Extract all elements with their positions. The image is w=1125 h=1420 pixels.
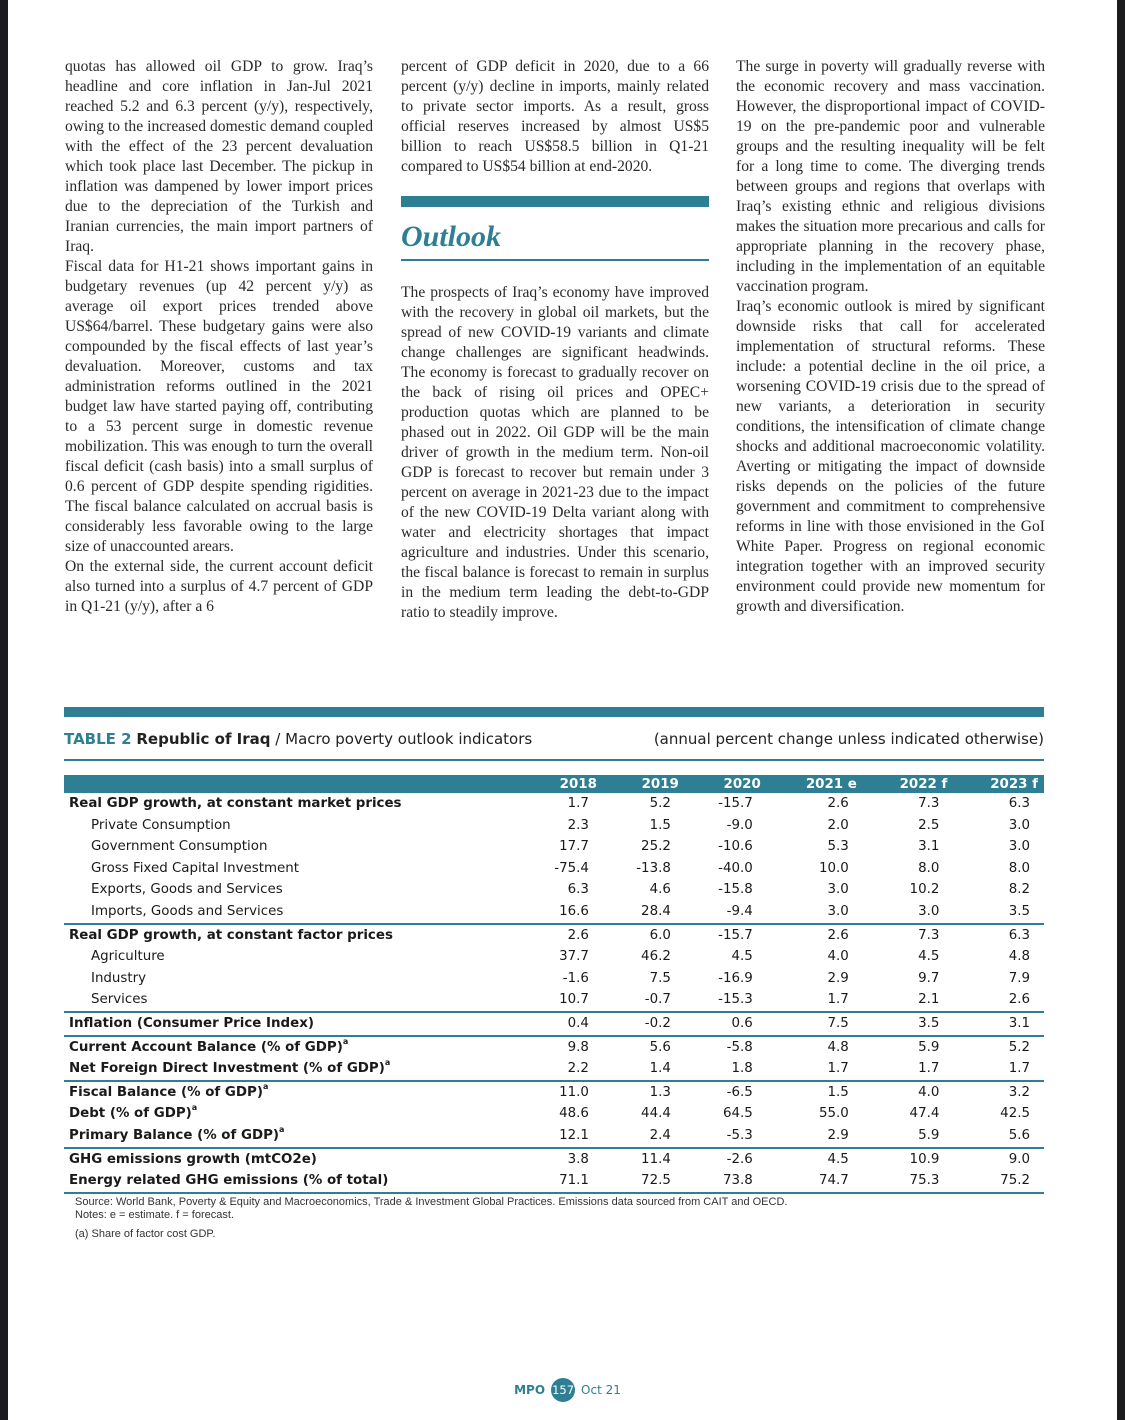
row-label	[64, 1125, 521, 1148]
cell-value: 48.6	[559, 1106, 589, 1122]
cell-value: 5.9	[918, 1039, 940, 1055]
row-label	[64, 1036, 521, 1059]
cell-value: -15.8	[718, 882, 753, 898]
cell-value: 55.0	[819, 1106, 849, 1122]
table-row	[64, 968, 1044, 990]
cell-value: 4.0	[918, 1084, 940, 1100]
cell-value: 2.6	[567, 927, 589, 943]
cell-value: 6.3	[567, 882, 589, 898]
footer-date: Oct 21	[581, 1383, 621, 1397]
table-source: Source: World Bank, Poverty & Equity and Macroeconomics, Trade & Investment Global Practices. Emissions data sourced from CAIT and OECD.	[75, 1196, 788, 1208]
cell-value: 6.3	[1008, 796, 1030, 811]
cell-value: 3.8	[567, 1151, 589, 1167]
table-title	[64, 730, 532, 748]
cell-value: -2.6	[726, 1151, 753, 1167]
cell-value: 1.8	[685, 1058, 767, 1081]
table-row	[64, 1058, 1044, 1081]
cell-value: 71.1	[521, 1170, 603, 1193]
cell-value: 3.0	[863, 901, 954, 924]
cell-value: 3.0	[767, 901, 863, 924]
cell-value: 0.6	[685, 1012, 767, 1036]
cell-value: -75.4	[554, 860, 589, 876]
paragraph-poverty: The surge in poverty will gradually reverse with the economic recovery and mass vaccination. However, the disproportional impact of COVID-19 on the pre-pandemic poor and vulnerable groups and the resulting inequality will be felt for a long time to come. The diverging trends between groups and regions that overlaps with Iraq’s existing ethnic and religious divisions makes the situation more precarious and calls for appropriate planning in the recovery phase, including in the implementation of an equitable vaccination program.	[736, 58, 1045, 295]
cell-value: -1.6	[562, 970, 589, 986]
cell-value: 6.0	[649, 927, 671, 943]
cell-value: 9.8	[567, 1039, 589, 1055]
cell-value: 5.6	[953, 1125, 1044, 1148]
row-label	[64, 901, 521, 924]
row-label-text: Private Consumption	[91, 817, 231, 833]
cell-value: -16.9	[718, 970, 753, 986]
row-label-text: Real GDP growth, at constant factor prices	[69, 927, 393, 943]
row-label-text: GHG emissions growth (mtCO2e)	[69, 1151, 317, 1167]
cell-value: 10.7	[521, 989, 603, 1012]
row-label	[64, 1081, 521, 1104]
row-label	[64, 836, 521, 858]
macro-indicators-table	[64, 775, 1044, 1194]
paragraph-reserves: percent of GDP deficit in 2020, due to a 66 percent (y/y) decline in imports, mainly related to private sector imports. As a result, gross official reserves increased by almost US$5 billion to reach US$58.5 billion in Q1-21 compared to US$54 billion at end-2020.	[401, 58, 709, 175]
table-notes-text: Notes: e = estimate. f = forecast.	[75, 1209, 234, 1221]
cell-value: 75.3	[863, 1170, 954, 1193]
cell-value: 6.3	[1008, 927, 1030, 943]
table-row	[64, 815, 1044, 837]
cell-value: 4.8	[827, 1039, 849, 1055]
cell-value: 9.0	[1008, 1151, 1030, 1167]
cell-value: 9.7	[918, 970, 940, 986]
cell-value: 3.0	[827, 882, 849, 898]
table-row	[64, 1170, 1044, 1193]
table-row	[64, 1012, 1044, 1036]
footnote-marker: a	[279, 1124, 285, 1134]
cell-value: 75.2	[953, 1170, 1044, 1193]
cell-value: 11.0	[559, 1084, 589, 1100]
cell-value: -40.0	[718, 860, 753, 876]
row-label	[64, 989, 521, 1012]
cell-value: 2.4	[603, 1125, 685, 1148]
cell-value: 3.5	[863, 1012, 954, 1036]
row-label	[64, 924, 521, 947]
cell-value: 7.9	[1008, 970, 1030, 986]
cell-value: 5.2	[1008, 1039, 1030, 1055]
cell-value: 7.5	[767, 1012, 863, 1036]
cell-value: 5.2	[649, 796, 671, 811]
cell-value: 4.5	[827, 1151, 849, 1167]
header-year: 2018	[521, 775, 603, 793]
table-header-row	[64, 775, 1044, 793]
cell-value: 47.4	[909, 1106, 940, 1122]
cell-value: -15.7	[718, 796, 753, 811]
cell-value: 7.3	[918, 927, 940, 943]
header-year: 2021 e	[767, 775, 863, 793]
row-label	[64, 1103, 521, 1125]
cell-value: 3.1	[953, 1012, 1044, 1036]
cell-value: 1.7	[863, 1058, 954, 1081]
cell-value: 12.1	[521, 1125, 603, 1148]
table-row	[64, 1103, 1044, 1125]
row-label-text: Industry	[91, 970, 147, 986]
cell-value: 2.2	[521, 1058, 603, 1081]
table-footnote-a: (a) Share of factor cost GDP.	[75, 1228, 216, 1240]
row-label-text: Gross Fixed Capital Investment	[91, 860, 299, 876]
cell-value: 10.0	[819, 860, 849, 876]
cell-value: 3.2	[1008, 1084, 1030, 1100]
paragraph-risks: Iraq’s economic outlook is mired by significant downside risks that call for accelerated implementation of structural reforms. These include: a potential decline in the oil price, a worsening COVID-19 crisis due to the spread of new variants, a deterioration in security conditions, the intensification of climate change shocks and additional macroeconomic volatility. Averting or mitigating the impact of downside risks depends on the policies of the future government and commitment to comprehensive reforms in line with those envisioned in the GoI White Paper. Progress on regional economic integration together with an improved security environment could provide new momentum for growth and diversification.	[736, 298, 1045, 615]
row-label-text: Fiscal Balance (% of GDP)	[69, 1084, 263, 1100]
table-row	[64, 1036, 1044, 1059]
table-notes	[75, 1196, 975, 1241]
cell-value: 2.3	[567, 817, 589, 833]
section-heading-outlook: Outlook	[401, 220, 502, 253]
table-row	[64, 924, 1044, 947]
cell-value: 2.6	[827, 927, 849, 943]
row-label-text: Energy related GHG emissions (% of total)	[69, 1173, 389, 1189]
cell-value: 8.0	[918, 860, 940, 876]
table-row	[64, 879, 1044, 901]
header-year: 2019	[603, 775, 685, 793]
header-year: 2023 f	[953, 775, 1044, 793]
table-row	[64, 836, 1044, 858]
cell-value: -5.8	[726, 1039, 753, 1055]
header-year: 2022 f	[863, 775, 954, 793]
cell-value: 17.7	[559, 839, 589, 855]
table-country: Republic of Iraq	[136, 730, 271, 748]
cell-value: 2.9	[827, 970, 849, 986]
cell-value: 72.5	[603, 1170, 685, 1193]
cell-value: 2.6	[953, 989, 1044, 1012]
cell-value: 42.5	[1000, 1106, 1030, 1122]
header-year: 2020	[685, 775, 767, 793]
page-number-badge: 157	[551, 1378, 575, 1402]
row-label-text: Real GDP growth, at constant market prices	[69, 796, 402, 811]
row-label	[64, 879, 521, 901]
cell-value: 8.2	[1008, 882, 1030, 898]
cell-value: 16.6	[521, 901, 603, 924]
cell-value: 4.0	[827, 949, 849, 965]
cell-value: 4.5	[731, 949, 753, 965]
row-label-text: Government Consumption	[91, 839, 268, 855]
row-label	[64, 793, 521, 815]
footnote-marker: a	[262, 1081, 269, 1091]
cell-value: 10.9	[909, 1151, 940, 1167]
table-unit-note: (annual percent change unless indicated otherwise)	[653, 730, 1044, 748]
cell-value: 1.7	[953, 1058, 1044, 1081]
cell-value: 1.7	[767, 1058, 863, 1081]
section-heading-rule	[401, 259, 709, 261]
cell-value: 1.3	[649, 1084, 671, 1100]
row-label-text: Net Foreign Direct Investment (% of GDP)	[69, 1061, 385, 1077]
row-label-text: Inflation (Consumer Price Index)	[69, 1015, 314, 1031]
paragraph-inflation: quotas has allowed oil GDP to grow. Iraq’s headline and core inflation in Jan-Jul 2021 reached 5.2 and 6.3 percent (y/y), respectively, owing to the increased domestic demand coupled with the effect of the 23 percent devaluation which took place last December. The pickup in inflation was dampened by lower import prices due to the depreciation of the Turkish and Iranian currencies, the main import partners of Iraq.	[65, 58, 373, 255]
table-row	[64, 1148, 1044, 1171]
table-row	[64, 858, 1044, 880]
cell-value: -0.2	[603, 1012, 685, 1036]
row-label-text: Debt (% of GDP)	[69, 1106, 192, 1122]
cell-value: 2.5	[918, 817, 940, 833]
cell-value: -10.6	[718, 839, 753, 855]
cell-value: 4.8	[1008, 949, 1030, 965]
cell-value: 37.7	[559, 949, 589, 965]
cell-value: 46.2	[641, 949, 671, 965]
paragraph-fiscal: Fiscal data for H1-21 shows important gains in budgetary revenues (up 42 percent y/y) as average oil export prices trended above US$64/barrel. These budgetary gains were also compounded by the fiscal effects of last year’s devaluation. Moreover, customs and tax administration reforms outlined in the 2021 budget law have started paying off, contributing to a 53 percent surge in domestic revenue mobilization. This was enough to turn the overall fiscal deficit (cash basis) into a small surplus of 0.6 percent of GDP despite spending rigidities. The fiscal balance calculated on accrual basis is considerably less favorable owing to the large size of unaccounted arears.	[65, 258, 373, 555]
table-separator: /	[270, 730, 286, 748]
cell-value: 5.9	[863, 1125, 954, 1148]
cell-value: 1.7	[567, 796, 589, 811]
cell-value: 1.5	[649, 817, 671, 833]
cell-value: 74.7	[767, 1170, 863, 1193]
table-caption	[64, 728, 1044, 750]
cell-value: 11.4	[641, 1151, 671, 1167]
cell-value: 3.5	[953, 901, 1044, 924]
row-label	[64, 1170, 521, 1193]
cell-value: 2.0	[827, 817, 849, 833]
table-body	[64, 793, 1044, 1193]
row-label	[64, 968, 521, 990]
cell-value: 1.4	[603, 1058, 685, 1081]
row-label	[64, 946, 521, 968]
section-bar	[401, 196, 709, 207]
footnote-marker: a	[191, 1103, 198, 1113]
row-label	[64, 1012, 521, 1036]
page-footer	[0, 1378, 1125, 1402]
row-label-text: Agriculture	[91, 949, 165, 965]
table-top-bar	[64, 707, 1044, 717]
cell-value: 7.3	[918, 796, 940, 811]
cell-value: 10.2	[909, 882, 940, 898]
table-row	[64, 793, 1044, 815]
header-label	[64, 775, 521, 793]
table-row	[64, 1125, 1044, 1148]
footer-publication: MPO	[514, 1383, 546, 1397]
text-column-1	[65, 57, 373, 617]
row-label	[64, 858, 521, 880]
cell-value: 1.7	[767, 989, 863, 1012]
row-label-text: Primary Balance (% of GDP)	[69, 1127, 280, 1143]
cell-value: 0.4	[521, 1012, 603, 1036]
footnote-marker: a	[342, 1036, 349, 1046]
cell-value: -9.0	[726, 817, 753, 833]
footnote-marker: a	[384, 1058, 391, 1068]
cell-value: 4.6	[649, 882, 671, 898]
table-row	[64, 946, 1044, 968]
row-label-text: Current Account Balance (% of GDP)	[69, 1039, 343, 1055]
row-label-text: Exports, Goods and Services	[91, 882, 283, 898]
cell-value: 25.2	[641, 839, 671, 855]
cell-value: 5.6	[649, 1039, 671, 1055]
cell-value: 3.1	[918, 839, 940, 855]
cell-value: -0.7	[603, 989, 685, 1012]
cell-value: 3.0	[1008, 817, 1030, 833]
cell-value: 73.8	[685, 1170, 767, 1193]
table-caption-rule	[64, 759, 1044, 761]
cell-value: 7.5	[649, 970, 671, 986]
cell-value: 2.6	[827, 796, 849, 811]
cell-value: 3.0	[1008, 839, 1030, 855]
cell-value: 4.5	[918, 949, 940, 965]
cell-value: -15.7	[718, 927, 753, 943]
row-label	[64, 1148, 521, 1171]
row-label	[64, 815, 521, 837]
cell-value: 5.3	[827, 839, 849, 855]
row-label-text: Services	[91, 992, 148, 1008]
paragraph-outlook: The prospects of Iraq’s economy have improved with the recovery in global oil markets, but the spread of new COVID-19 variants and climate change challenges are significant headwinds. The economy is forecast to gradually recover on the back of rising oil prices and OPEC+ production quotas which are planned to be phased out in 2022. Oil GDP will be the main driver of growth in the medium term. Non-oil GDP is forecast to recover but remain under 3 percent on average in 2021-23 due to the impact of the new COVID-19 Delta variant along with water and electricity shortages that impact agriculture and industries. Under this scenario, the fiscal balance is forecast to remain in surplus in the medium term leading the debt-to-GDP ratio to steadily improve.	[401, 284, 709, 621]
cell-value: -15.3	[685, 989, 767, 1012]
cell-value: -6.5	[726, 1084, 753, 1100]
table-subtitle: Macro poverty outlook indicators	[285, 730, 533, 748]
text-column-2	[401, 57, 709, 623]
cell-value: 2.9	[767, 1125, 863, 1148]
cell-value: 64.5	[722, 1106, 753, 1122]
row-label	[64, 1058, 521, 1081]
cell-value: -13.8	[636, 860, 671, 876]
cell-value: -9.4	[685, 901, 767, 924]
cell-value: 8.0	[1008, 860, 1030, 876]
table-row	[64, 989, 1044, 1012]
row-label-text: Imports, Goods and Services	[91, 903, 284, 919]
cell-value: 1.5	[827, 1084, 849, 1100]
cell-value: -5.3	[685, 1125, 767, 1148]
cell-value: 28.4	[603, 901, 685, 924]
text-column-3	[736, 57, 1045, 617]
paragraph-external: On the external side, the current account deficit also turned into a surplus of 4.7 percent of GDP in Q1-21 (y/y), after a 6	[65, 558, 373, 615]
cell-value: 44.4	[641, 1106, 671, 1122]
table-row	[64, 1081, 1044, 1104]
cell-value: 2.1	[863, 989, 954, 1012]
table-row	[64, 901, 1044, 924]
table-tag: TABLE 2	[64, 730, 132, 748]
